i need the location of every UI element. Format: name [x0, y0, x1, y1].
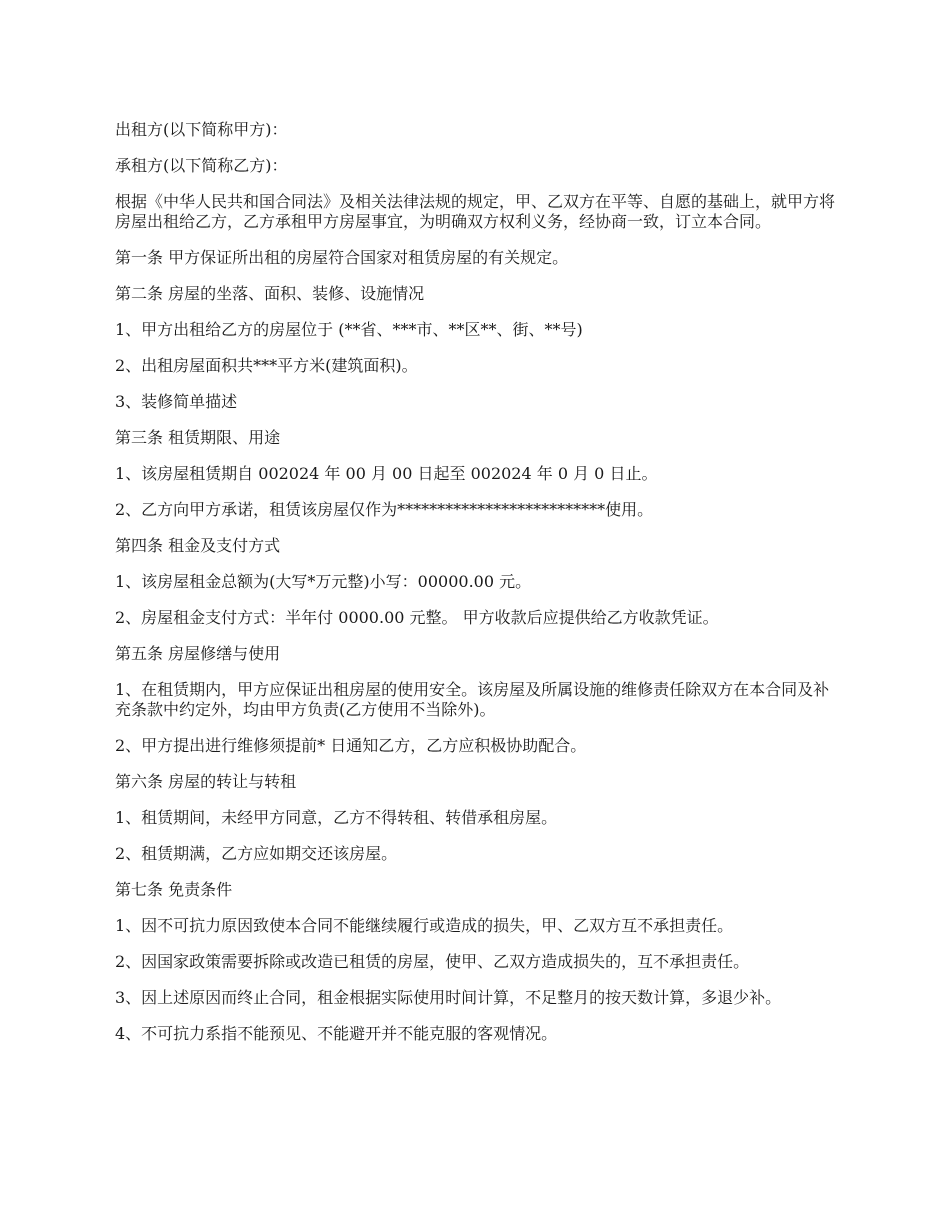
article-2-clause-2: 2、出租房屋面积共***平方米(建筑面积)。 [115, 356, 418, 375]
article-6-clause-2: 2、租赁期满，乙方应如期交还该房屋。 [115, 844, 398, 863]
document-body [115, 120, 845, 1060]
article-7-heading: 第七条 免责条件 [115, 880, 233, 899]
lessor-line: 出租方(以下简称甲方)： [115, 120, 288, 139]
article-5-heading: 第五条 房屋修缮与使用 [115, 644, 281, 663]
lessee-line: 承租方(以下简称乙方)： [115, 156, 288, 175]
article-1-heading: 第一条 甲方保证所出租的房屋符合国家对租赁房屋的有关规定。 [115, 248, 569, 267]
article-2-clause-3: 3、装修简单描述 [115, 392, 238, 411]
article-2-clause-1: 1、甲方出租给乙方的房屋位于 (**省、***市、**区**、街、**号) [115, 320, 583, 339]
article-7-clause-1: 1、因不可抗力原因致使本合同不能继续履行或造成的损失，甲、乙双方互不承担责任。 [115, 916, 734, 935]
article-6-clause-1: 1、租赁期间，未经甲方同意，乙方不得转租、转借承租房屋。 [115, 808, 558, 827]
article-3-clause-1: 1、该房屋租赁期自 002024 年 00 月 00 日起至 002024 年 0 月 0 日止。 [115, 464, 658, 483]
article-7-clause-3: 3、因上述原因而终止合同，租金根据实际使用时间计算，不足整月的按天数计算，多退少补。 [115, 988, 782, 1007]
article-5-clause-2: 2、甲方提出进行维修须提前* 日通知乙方，乙方应积极协助配合。 [115, 736, 587, 755]
preamble-paragraph: 根据《中华人民共和国合同法》及相关法律法规的规定，甲、乙双方在平等、自愿的基础上，就甲方将房屋出租给乙方，乙方承租甲方房屋事宜，为明确双方权利义务，经协商一致，订立本合同。 [115, 192, 836, 231]
article-4-clause-2: 2、房屋租金支付方式：半年付 0000.00 元整。 甲方收款后应提供给乙方收款凭证。 [115, 608, 719, 627]
article-4-clause-1: 1、该房屋租金总额为(大写*万元整)小写：00000.00 元。 [115, 572, 532, 591]
article-2-heading: 第二条 房屋的坐落、面积、装修、设施情况 [115, 284, 425, 303]
article-3-clause-2: 2、乙方向甲方承诺，租赁该房屋仅作为**************************使用。 [115, 500, 654, 519]
article-7-clause-4: 4、不可抗力系指不能预见、不能避开并不能克服的客观情况。 [115, 1024, 558, 1043]
article-6-heading: 第六条 房屋的转让与转租 [115, 772, 297, 791]
article-5-clause-1: 1、在租赁期内，甲方应保证出租房屋的使用安全。该房屋及所属设施的维修责任除双方在本合同及补充条款中约定外，均由甲方负责(乙方使用不当除外)。 [115, 680, 830, 719]
article-4-heading: 第四条 租金及支付方式 [115, 536, 281, 555]
article-3-heading: 第三条 租赁期限、用途 [115, 428, 281, 447]
article-7-clause-2: 2、因国家政策需要拆除或改造已租赁的房屋，使甲、乙双方造成损失的，互不承担责任。 [115, 952, 750, 971]
